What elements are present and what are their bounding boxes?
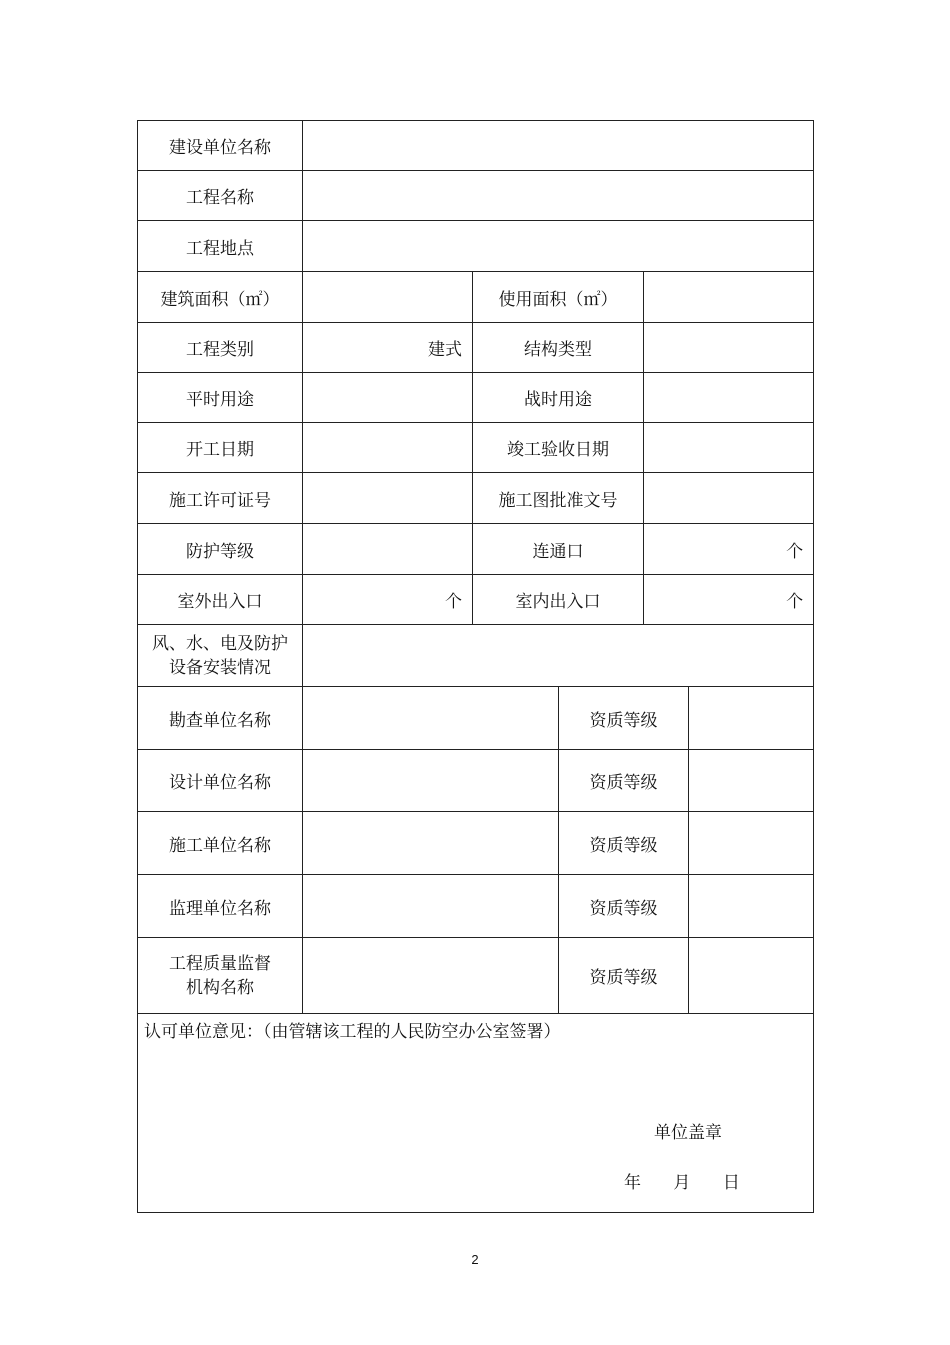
row-protection (138, 524, 814, 575)
wartime-use-field[interactable] (644, 373, 814, 423)
structure-type-label: 结构类型 (473, 323, 644, 373)
indoor-entrances-label: 室内出入口 (473, 575, 644, 625)
supervision-qualification-field[interactable] (689, 875, 814, 938)
survey-qualification-field[interactable] (689, 687, 814, 750)
row-equipment (138, 625, 814, 687)
building-area-field[interactable] (303, 272, 473, 323)
row-usage (138, 373, 814, 423)
builder-unit-field[interactable] (303, 812, 559, 875)
row-survey-unit (138, 687, 814, 750)
survey-unit-field[interactable] (303, 687, 559, 750)
design-unit-field[interactable] (303, 750, 559, 812)
start-date-field[interactable] (303, 423, 473, 473)
indoor-entrances-unit[interactable]: 个 (644, 575, 814, 625)
project-name-field[interactable] (303, 171, 814, 221)
drawing-approval-field[interactable] (644, 473, 814, 524)
project-name-label: 工程名称 (138, 171, 303, 221)
construction-permit-field[interactable] (303, 473, 473, 524)
quality-qualification-label: 资质等级 (559, 938, 689, 1014)
date-year: 年 (624, 1173, 641, 1193)
connection-ports-label: 连通口 (473, 524, 644, 575)
equipment-label (138, 625, 303, 687)
builder-unit-label: 施工单位名称 (138, 812, 303, 875)
construction-unit-field[interactable] (303, 121, 814, 171)
protection-level-field[interactable] (303, 524, 473, 575)
equipment-field[interactable] (303, 625, 814, 687)
equipment-label-line2: 设备安装情况 (169, 657, 271, 678)
row-category (138, 323, 814, 373)
construction-unit-label: 建设单位名称 (138, 121, 303, 171)
design-unit-label: 设计单位名称 (138, 750, 303, 812)
drawing-approval-label: 施工图批准文号 (473, 473, 644, 524)
builder-qualification-field[interactable] (689, 812, 814, 875)
row-project-name (138, 171, 814, 221)
date-month: 月 (673, 1173, 691, 1193)
row-quality-agency (138, 938, 814, 1014)
supervision-unit-field[interactable] (303, 875, 559, 938)
date-day: 日 (722, 1173, 740, 1193)
project-category-label: 工程类别 (138, 323, 303, 373)
page-number: 2 (471, 1252, 479, 1267)
row-design-unit (138, 750, 814, 812)
signature-date (624, 1168, 767, 1193)
row-area (138, 272, 814, 323)
row-opinion (138, 1014, 814, 1213)
row-project-location (138, 221, 814, 272)
peacetime-use-label: 平时用途 (138, 373, 303, 423)
row-permits (138, 473, 814, 524)
opinion-cell[interactable] (138, 1014, 814, 1213)
protection-level-label: 防护等级 (138, 524, 303, 575)
project-category-value[interactable]: 建式 (303, 323, 473, 373)
quality-agency-field[interactable] (303, 938, 559, 1014)
design-qualification-field[interactable] (689, 750, 814, 812)
wartime-use-label: 战时用途 (473, 373, 644, 423)
quality-qualification-field[interactable] (689, 938, 814, 1014)
quality-agency-label-line1: 工程质量监督 (169, 953, 271, 974)
completion-date-label: 竣工验收日期 (473, 423, 644, 473)
quality-agency-label (138, 938, 303, 1014)
project-location-field[interactable] (303, 221, 814, 272)
row-supervision-unit (138, 875, 814, 938)
design-qualification-label: 资质等级 (559, 750, 689, 812)
equipment-label-line1: 风、水、电及防护 (152, 633, 288, 654)
opinion-title: 认可单位意见：（由管辖该工程的人民防空办公室签署） (144, 1022, 561, 1042)
survey-qualification-label: 资质等级 (559, 687, 689, 750)
construction-permit-label: 施工许可证号 (138, 473, 303, 524)
outdoor-entrances-label: 室外出入口 (138, 575, 303, 625)
peacetime-use-field[interactable] (303, 373, 473, 423)
unit-seal-label: 单位盖章 (654, 1123, 722, 1143)
project-location-label: 工程地点 (138, 221, 303, 272)
supervision-qualification-label: 资质等级 (559, 875, 689, 938)
row-construction-unit (138, 121, 814, 171)
quality-agency-label-line2: 机构名称 (186, 977, 254, 998)
survey-unit-label: 勘查单位名称 (138, 687, 303, 750)
completion-date-field[interactable] (644, 423, 814, 473)
building-area-label: 建筑面积（㎡） (138, 272, 303, 323)
start-date-label: 开工日期 (138, 423, 303, 473)
row-dates (138, 423, 814, 473)
registration-form-table (137, 120, 814, 1213)
connection-ports-unit[interactable]: 个 (644, 524, 814, 575)
structure-type-field[interactable] (644, 323, 814, 373)
usable-area-field[interactable] (644, 272, 814, 323)
row-builder-unit (138, 812, 814, 875)
row-entrances (138, 575, 814, 625)
supervision-unit-label: 监理单位名称 (138, 875, 303, 938)
outdoor-entrances-unit[interactable]: 个 (303, 575, 473, 625)
builder-qualification-label: 资质等级 (559, 812, 689, 875)
usable-area-label: 使用面积（㎡） (473, 272, 644, 323)
